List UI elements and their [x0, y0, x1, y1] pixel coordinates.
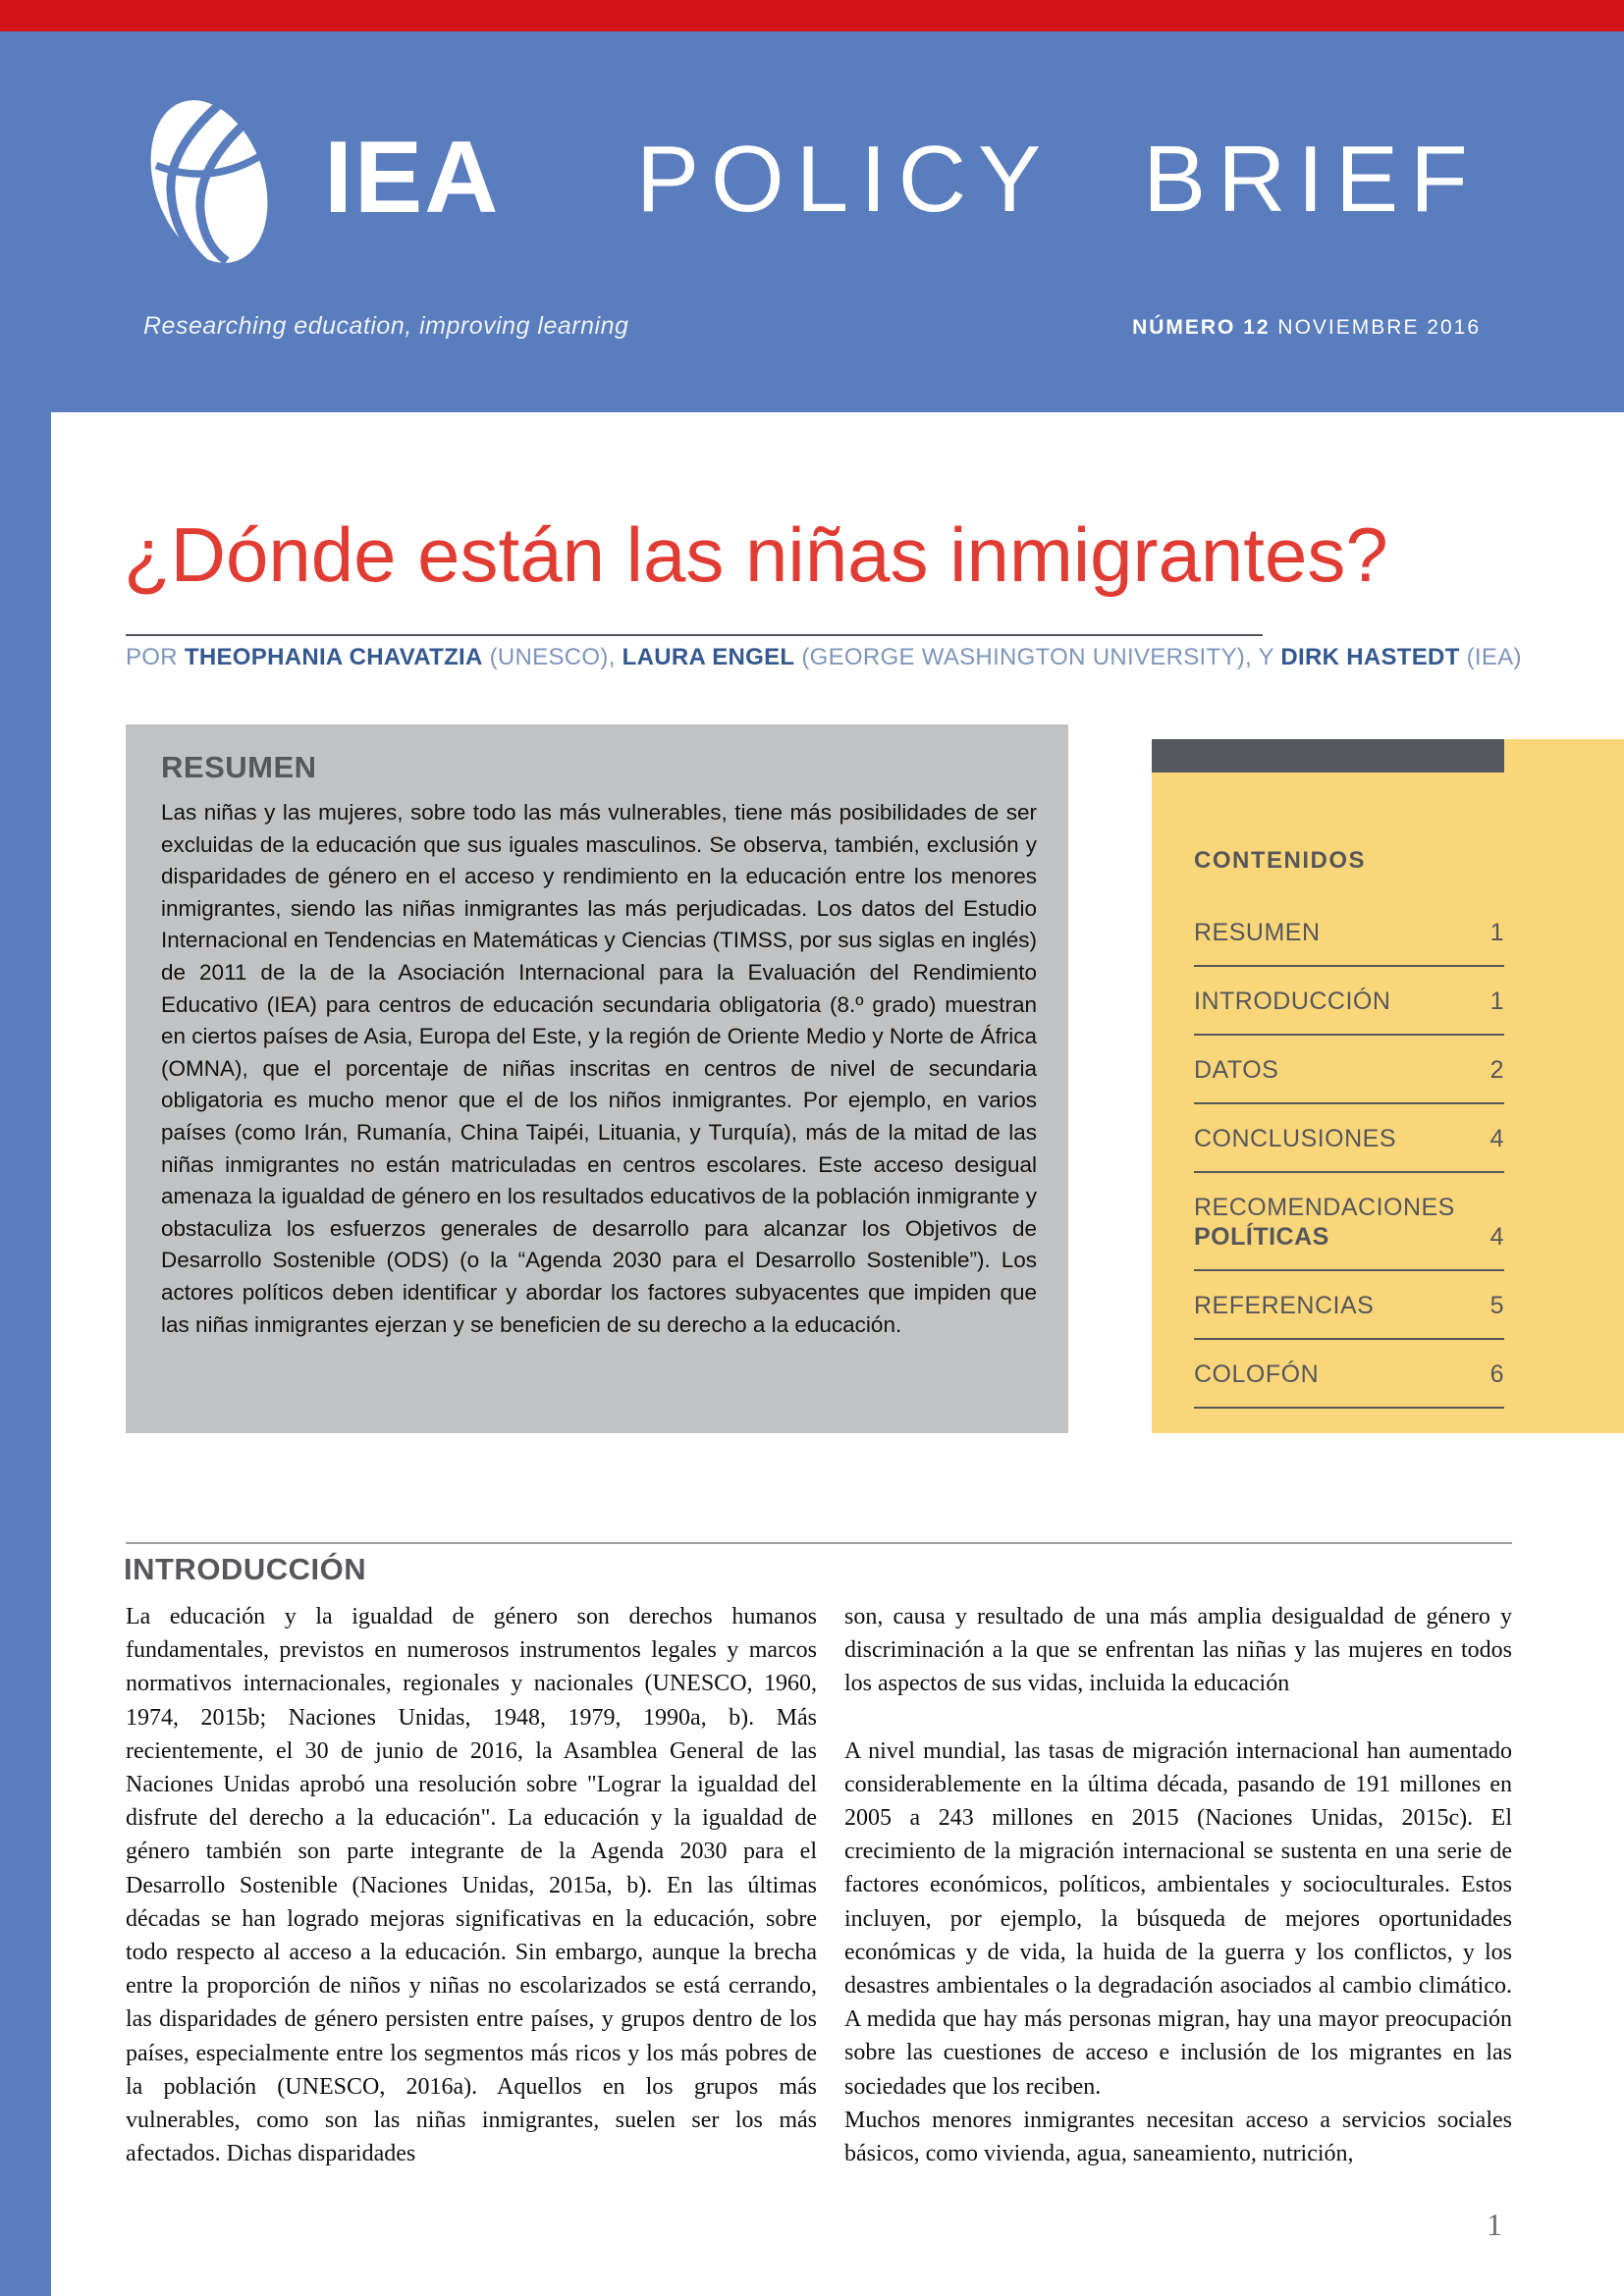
- paragraph: son, causa y resultado de una más amplia desigualdad de género y discriminación a la que se enfrentan las niñas y las mujeres en todos los aspectos de sus vidas, incluida la educación: [844, 1604, 1512, 1697]
- toc-item-label: RESUMEN: [1194, 919, 1321, 946]
- paragraph: Muchos menores inmigrantes necesitan acceso a servicios sociales básicos, como vivienda, agua, saneamiento, nutrición,: [844, 2107, 1512, 2167]
- author-affiliation: (IEA): [1459, 644, 1522, 670]
- paragraph: A nivel mundial, las tasas de migración internacional han aumentado considerablemente en la última década, pasando de 191 millones en 2005 a 243 millones en 2015 (Naciones Unidas, 2015c). El crecimiento de la migración internacional se sustenta en una serie de factores económicos, políticos, ambientales y socioculturales. Estos incluyen, por ejemplo, la búsqueda de mejores oportunidades económicas y de vida, la huida de la guerra y los conflictos, y los desastres ambientales o la degradación asociados al cambio climático. A medida que hay más personas migran, hay una mayor preocupación sobre las cuestiones de acceso e inclusión de los migrantes en las sociedades que los reciben.: [844, 1737, 1512, 2100]
- byline-prefix: POR: [126, 644, 185, 670]
- introduccion-column-right: [844, 1600, 1512, 2170]
- byline: [126, 644, 1522, 671]
- toc-item-label: DATOS: [1194, 1056, 1279, 1084]
- toc-item-page: 4: [1489, 1223, 1504, 1251]
- toc-item-conclusiones[interactable]: [1194, 1124, 1504, 1173]
- iea-globe-icon: [135, 88, 283, 275]
- resumen-body: Las niñas y las mujeres, sobre todo las más vulnerables, tiene más posibilidades de ser excluidas de la educación que sus iguales masculinos. Se observa, también, exclusión y disparidades de género en el acceso y rendimiento en la educación entre los menores inmigrantes, siendo las niñas inmigrantes las más perjudicadas. Los datos del Estudio Internacional en Tendencias en Matemáticas y Ciencias (TIMSS, por sus siglas en inglés) de 2011 de la de la Asociación Internacional para la Evaluación del Rendimiento Educativo (IEA) para centros de educación secundaria obligatoria (8.º grado) muestran en ciertos países de Asia, Europa del Este, y la región de Oriente Medio y Norte de África (OMNA), que el porcentaje de niñas inscritas en centros de nivel de secundaria obligatoria es mucho menor que el de los niños inmigrantes. Por ejemplo, en varios países (como Irán, Rumanía, China Taipéi, Lituania, y Turquía), más de la mitad de las niñas inmigrantes no están matriculadas en centros escolares. Este acceso desigual amenaza la igualdad de género en los resultados educativos de la población inmigrante y obstaculiza los esfuerzos generales de desarrollo para alcanzar los Objetivos de Desarrollo Sostenible (ODS) (o la “Agenda 2030 para el Desarrollo Sostenible”). Los actores políticos deben identificar y abordar los factores subyacentes que impiden que las niñas inmigrantes ejerzan y se beneficien de su derecho a la educación.: [161, 800, 1037, 1337]
- introduccion-heading: INTRODUCCIÓN: [124, 1552, 367, 1586]
- masthead-header: [0, 31, 1624, 412]
- toc-item-page: 5: [1489, 1292, 1504, 1319]
- toc-item-resumen[interactable]: [1194, 918, 1504, 967]
- author-name: THEOPHANIA CHAVATZIA: [184, 644, 483, 670]
- toc-item-label-line2: POLÍTICAS: [1194, 1223, 1329, 1251]
- byline-divider: [126, 634, 1263, 636]
- toc-item-recomendaciones-politicas[interactable]: [1194, 1193, 1504, 1271]
- toc-item-label: CONCLUSIONES: [1194, 1125, 1397, 1152]
- introduccion-column-left: [126, 1600, 817, 2170]
- author-name: DIRK HASTEDT: [1280, 644, 1460, 670]
- page-number: 1: [1487, 2207, 1502, 2242]
- toc-item-label: REFERENCIAS: [1194, 1292, 1375, 1319]
- article-title: ¿Dónde están las niñas inmigrantes?: [124, 511, 1388, 598]
- toc-item-datos[interactable]: [1194, 1055, 1504, 1104]
- left-blue-stripe: [0, 412, 51, 2296]
- toc-item-page: 4: [1489, 1125, 1504, 1152]
- resumen-box: [126, 724, 1068, 1433]
- toc-item-page: 1: [1489, 919, 1504, 946]
- toc-item-label: INTRODUCCIÓN: [1194, 988, 1391, 1015]
- toc-item-introduccion[interactable]: [1194, 987, 1504, 1036]
- resumen-heading: RESUMEN: [161, 750, 317, 784]
- brand-iea: IEA: [324, 121, 501, 235]
- introduccion-divider: [126, 1542, 1512, 1544]
- author-name: LAURA ENGEL: [622, 644, 795, 670]
- tagline: Researching education, improving learning: [143, 312, 629, 340]
- introduccion-columns: [126, 1600, 1512, 2170]
- toc-item-colofon[interactable]: [1194, 1360, 1504, 1409]
- issue-date: NOVIEMBRE 2016: [1270, 316, 1481, 339]
- toc-item-page: 2: [1489, 1056, 1504, 1084]
- masthead-title: POLICY BRIEF: [636, 127, 1480, 232]
- toc-item-page: 6: [1489, 1361, 1504, 1388]
- issue-info: [1132, 316, 1481, 340]
- author-affiliation: (GEORGE WASHINGTON UNIVERSITY), Y: [794, 644, 1281, 670]
- top-red-bar: [0, 0, 1624, 31]
- toc-heading: CONTENIDOS: [1194, 847, 1367, 874]
- author-affiliation: (UNESCO),: [482, 644, 623, 670]
- toc-item-label: RECOMENDACIONES POLÍTICAS: [1194, 1194, 1455, 1251]
- toc-item-page: 1: [1489, 988, 1504, 1015]
- paragraph: La educación y la igualdad de género son derechos humanos fundamentales, previstos en numerosos instrumentos legales y marcos normativos internacionales, regionales y nacionales (UNESCO, 1960, 1974, 2015b; Naciones Unidas, 1948, 1979, 1990a, b). Más recientemente, el 30 de junio de 2016, la Asamblea General de las Naciones Unidas aprobó una resolución sobre "Lograr la igualdad del disfrute del derecho a la educación". La educación y la igualdad de género también son parte integrante de la Agenda 2030 para el Desarrollo Sostenible (Naciones Unidas, 2015a, b). En las últimas décadas se han logrado mejoras significativas en la educación, sobre todo respecto al acceso a la educación. Sin embargo, aunque la brecha entre la proporción de niños y niñas no escolarizados se está cerrando, las disparidades de género persisten entre países, y grupos dentro de los países, especialmente entre los segmentos más ricos y los más pobres de la población (UNESCO, 2016a). Aquellos en los grupos más vulnerables, como son las niñas inmigrantes, suelen ser los más afectados. Dichas disparidades: [126, 1604, 817, 2167]
- toc-top-bar: [1152, 739, 1504, 773]
- toc-item-referencias[interactable]: [1194, 1291, 1504, 1340]
- toc-sidebar: [1152, 739, 1624, 1433]
- toc-item-label: COLOFÓN: [1194, 1361, 1320, 1388]
- paragraph-gap: [844, 1701, 1512, 1735]
- issue-number: NÚMERO 12: [1132, 316, 1271, 339]
